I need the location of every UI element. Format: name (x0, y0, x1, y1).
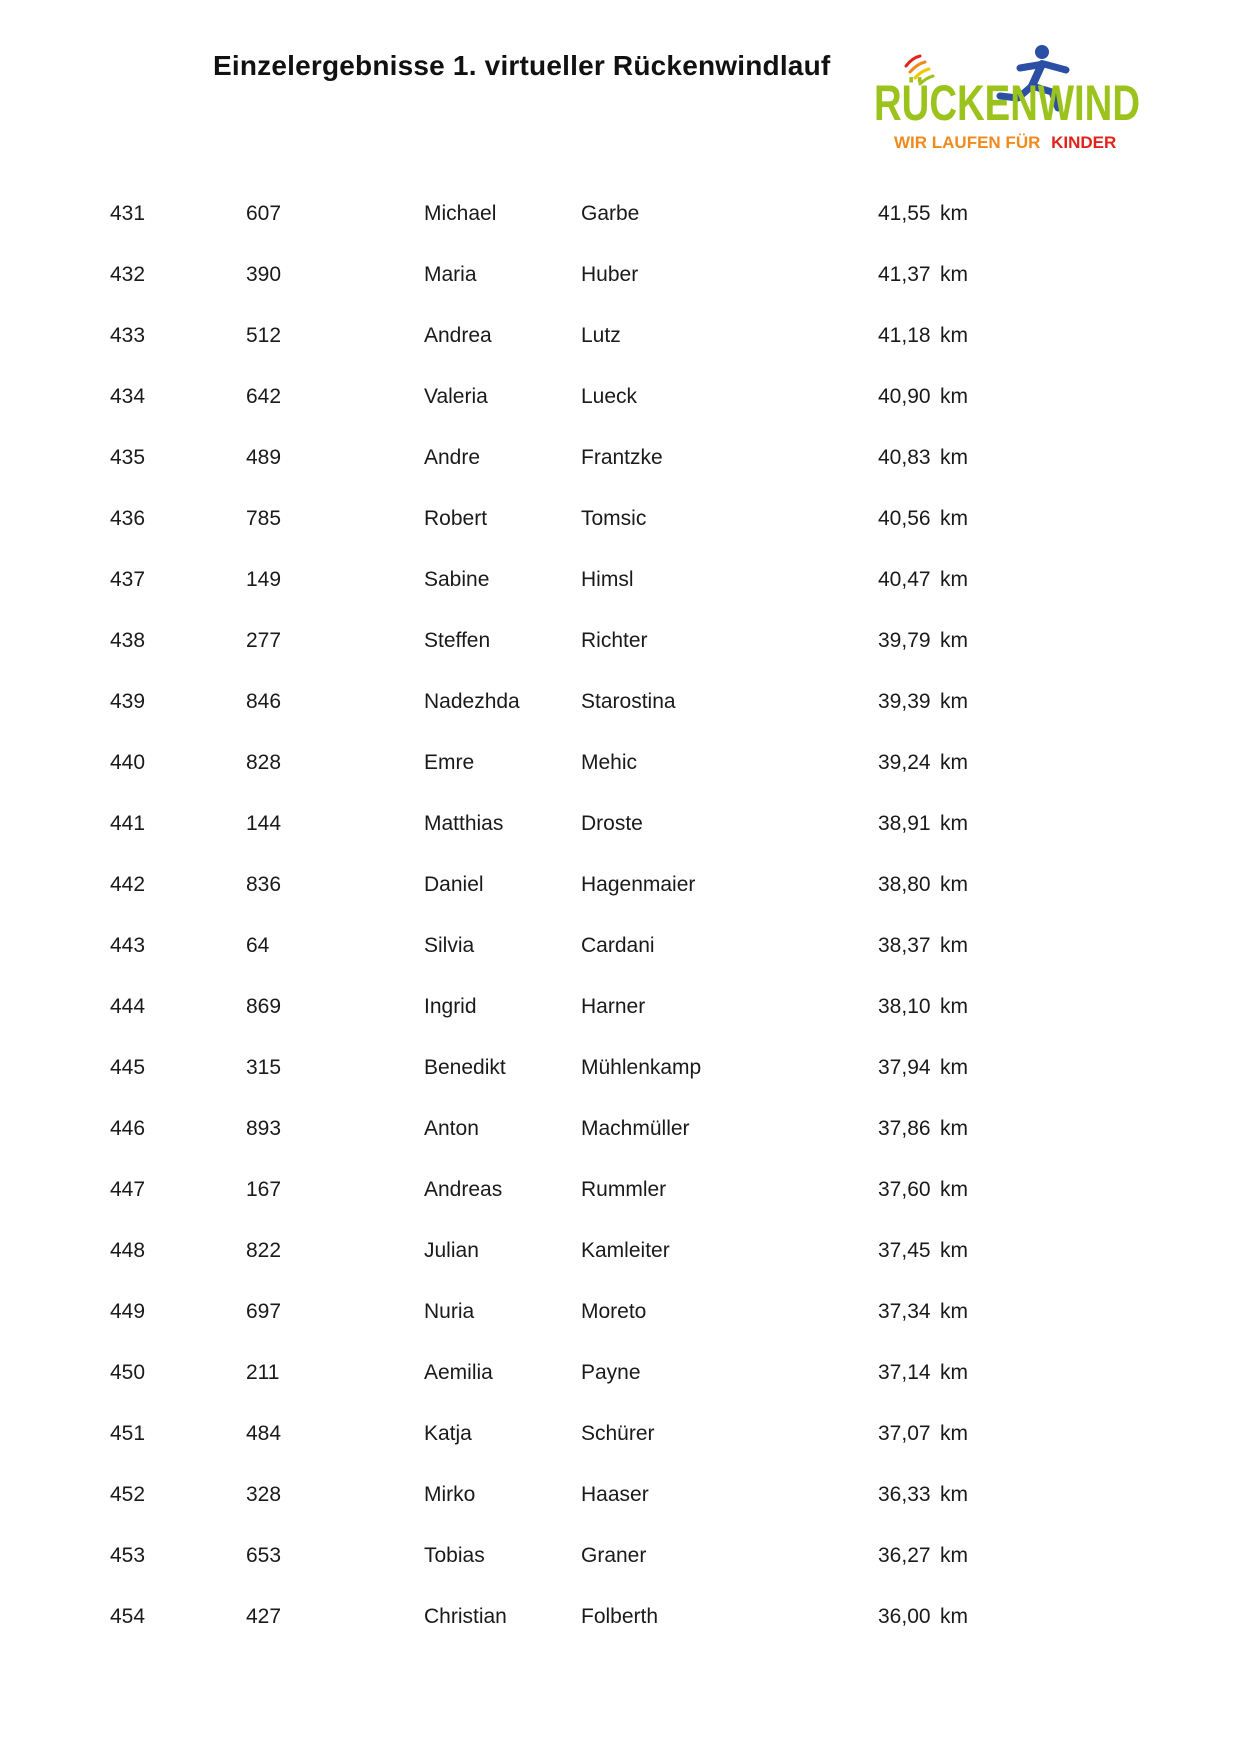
last-name: Lutz (581, 324, 621, 347)
rank: 441 (110, 812, 146, 835)
start-number: 167 (246, 1178, 282, 1201)
rank: 437 (110, 568, 146, 591)
distance: 39,24 (878, 751, 931, 774)
result-row (0, 1342, 1240, 1403)
distance-unit: km (940, 1422, 968, 1445)
result-row (0, 1525, 1240, 1586)
result-row (0, 1037, 1240, 1098)
last-name: Hagenmaier (581, 873, 696, 896)
distance-unit: km (940, 1483, 968, 1506)
rank: 431 (110, 202, 146, 225)
result-row (0, 305, 1240, 366)
start-number: 390 (246, 263, 282, 286)
rank: 443 (110, 934, 146, 957)
last-name: Kamleiter (581, 1239, 670, 1262)
logo-wordmark: RÜCKENWIND (874, 75, 1140, 131)
first-name: Daniel (424, 873, 484, 896)
rank: 454 (110, 1605, 146, 1628)
rank: 453 (110, 1544, 146, 1567)
rank: 433 (110, 324, 146, 347)
distance-unit: km (940, 446, 968, 469)
rank: 452 (110, 1483, 146, 1506)
distance-unit: km (940, 934, 968, 957)
result-row (0, 1281, 1240, 1342)
first-name: Katja (424, 1422, 472, 1445)
start-number: 697 (246, 1300, 282, 1323)
distance: 38,80 (878, 873, 931, 896)
first-name: Matthias (424, 812, 504, 835)
distance: 40,47 (878, 568, 931, 591)
first-name: Silvia (424, 934, 475, 957)
distance-unit: km (940, 1361, 968, 1384)
distance: 37,14 (878, 1361, 931, 1384)
distance-unit: km (940, 1239, 968, 1262)
start-number: 822 (246, 1239, 282, 1262)
last-name: Mühlenkamp (581, 1056, 702, 1079)
first-name: Mirko (424, 1483, 476, 1506)
result-row (0, 732, 1240, 793)
distance: 37,86 (878, 1117, 931, 1140)
result-row (0, 427, 1240, 488)
result-row (0, 1403, 1240, 1464)
start-number: 642 (246, 385, 282, 408)
distance: 41,37 (878, 263, 931, 286)
start-number: 512 (246, 324, 282, 347)
distance: 40,56 (878, 507, 931, 530)
rank: 447 (110, 1178, 146, 1201)
distance-unit: km (940, 812, 968, 835)
distance-unit: km (940, 690, 968, 713)
result-row (0, 488, 1240, 549)
start-number: 836 (246, 873, 282, 896)
page-title: Einzelergebnisse 1. virtueller Rückenwindlauf (213, 50, 831, 81)
distance: 38,10 (878, 995, 931, 1018)
first-name: Benedikt (424, 1056, 506, 1079)
distance-unit: km (940, 385, 968, 408)
rank: 432 (110, 263, 146, 286)
first-name: Michael (424, 202, 497, 225)
first-name: Nuria (424, 1300, 475, 1323)
rank: 446 (110, 1117, 146, 1140)
last-name: Rummler (581, 1178, 667, 1201)
last-name: Payne (581, 1361, 641, 1384)
first-name: Aemilia (424, 1361, 493, 1384)
first-name: Andrea (424, 324, 492, 347)
first-name: Andre (424, 446, 481, 469)
start-number: 828 (246, 751, 282, 774)
start-number: 489 (246, 446, 282, 469)
result-row (0, 1159, 1240, 1220)
distance-unit: km (940, 1300, 968, 1323)
distance-unit: km (940, 751, 968, 774)
start-number: 211 (246, 1361, 280, 1384)
distance-unit: km (940, 568, 968, 591)
distance: 37,45 (878, 1239, 931, 1262)
start-number: 785 (246, 507, 282, 530)
distance-unit: km (940, 629, 968, 652)
distance-unit: km (940, 507, 968, 530)
last-name: Tomsic (581, 507, 647, 530)
last-name: Haaser (581, 1483, 649, 1506)
distance-unit: km (940, 1117, 968, 1140)
result-row (0, 183, 1240, 244)
rank: 442 (110, 873, 146, 896)
last-name: Moreto (581, 1300, 647, 1323)
first-name: Andreas (424, 1178, 503, 1201)
result-row (0, 976, 1240, 1037)
result-row (0, 610, 1240, 671)
distance-unit: km (940, 1178, 968, 1201)
distance: 37,34 (878, 1300, 931, 1323)
first-name: Emre (424, 751, 475, 774)
last-name: Schürer (581, 1422, 655, 1445)
last-name: Folberth (581, 1605, 659, 1628)
start-number: 277 (246, 629, 282, 652)
last-name: Droste (581, 812, 643, 835)
start-number: 607 (246, 202, 282, 225)
last-name: Cardani (581, 934, 655, 957)
distance: 37,94 (878, 1056, 931, 1079)
first-name: Maria (424, 263, 477, 286)
start-number: 653 (246, 1544, 282, 1567)
first-name: Nadezhda (424, 690, 520, 713)
result-row (0, 1586, 1240, 1647)
last-name: Starostina (581, 690, 676, 713)
rank: 438 (110, 629, 146, 652)
start-number: 144 (246, 812, 282, 835)
results-list (0, 183, 1240, 1647)
last-name: Graner (581, 1544, 647, 1567)
rank: 435 (110, 446, 146, 469)
result-row (0, 244, 1240, 305)
last-name: Frantzke (581, 446, 663, 469)
last-name: Machmüller (581, 1117, 690, 1140)
distance: 40,90 (878, 385, 931, 408)
distance-unit: km (940, 873, 968, 896)
distance: 37,07 (878, 1422, 931, 1445)
distance: 36,27 (878, 1544, 931, 1567)
distance: 36,00 (878, 1605, 931, 1628)
result-row (0, 854, 1240, 915)
distance-unit: km (940, 263, 968, 286)
logo-tagline: WIR LAUFEN FÜR KINDER (894, 133, 1117, 152)
last-name: Lueck (581, 385, 638, 408)
start-number: 315 (246, 1056, 282, 1079)
distance: 37,60 (878, 1178, 931, 1201)
result-row (0, 549, 1240, 610)
last-name: Huber (581, 263, 639, 286)
distance: 38,37 (878, 934, 931, 957)
rank: 436 (110, 507, 146, 530)
first-name: Steffen (424, 629, 491, 652)
last-name: Garbe (581, 202, 640, 225)
rank: 450 (110, 1361, 146, 1384)
distance-unit: km (940, 1544, 968, 1567)
rank: 444 (110, 995, 146, 1018)
distance: 41,55 (878, 202, 931, 225)
start-number: 64 (246, 934, 270, 957)
result-row (0, 915, 1240, 976)
start-number: 846 (246, 690, 282, 713)
distance: 39,39 (878, 690, 931, 713)
distance-unit: km (940, 324, 968, 347)
last-name: Harner (581, 995, 646, 1018)
distance: 38,91 (878, 812, 931, 835)
distance: 36,33 (878, 1483, 931, 1506)
last-name: Richter (581, 629, 648, 652)
result-row (0, 1220, 1240, 1281)
rank: 439 (110, 690, 146, 713)
distance: 40,83 (878, 446, 931, 469)
result-row (0, 366, 1240, 427)
start-number: 869 (246, 995, 282, 1018)
first-name: Ingrid (424, 995, 477, 1018)
first-name: Sabine (424, 568, 490, 591)
distance-unit: km (940, 202, 968, 225)
first-name: Valeria (424, 385, 488, 408)
rank: 448 (110, 1239, 146, 1262)
start-number: 149 (246, 568, 282, 591)
rueckenwind-logo (872, 40, 1144, 158)
first-name: Anton (424, 1117, 479, 1140)
distance-unit: km (940, 995, 968, 1018)
start-number: 484 (246, 1422, 282, 1445)
distance: 39,79 (878, 629, 931, 652)
result-row (0, 793, 1240, 854)
result-row (0, 1464, 1240, 1525)
first-name: Robert (424, 507, 488, 530)
rank: 451 (110, 1422, 146, 1445)
last-name: Mehic (581, 751, 638, 774)
distance-unit: km (940, 1605, 968, 1628)
start-number: 328 (246, 1483, 282, 1506)
first-name: Julian (424, 1239, 479, 1262)
first-name: Christian (424, 1605, 507, 1628)
result-row (0, 671, 1240, 732)
start-number: 427 (246, 1605, 282, 1628)
first-name: Tobias (424, 1544, 485, 1567)
distance-unit: km (940, 1056, 968, 1079)
start-number: 893 (246, 1117, 282, 1140)
last-name: Himsl (581, 568, 634, 591)
rank: 434 (110, 385, 146, 408)
result-row (0, 1098, 1240, 1159)
rank: 445 (110, 1056, 146, 1079)
rank: 449 (110, 1300, 146, 1323)
distance: 41,18 (878, 324, 931, 347)
rank: 440 (110, 751, 146, 774)
